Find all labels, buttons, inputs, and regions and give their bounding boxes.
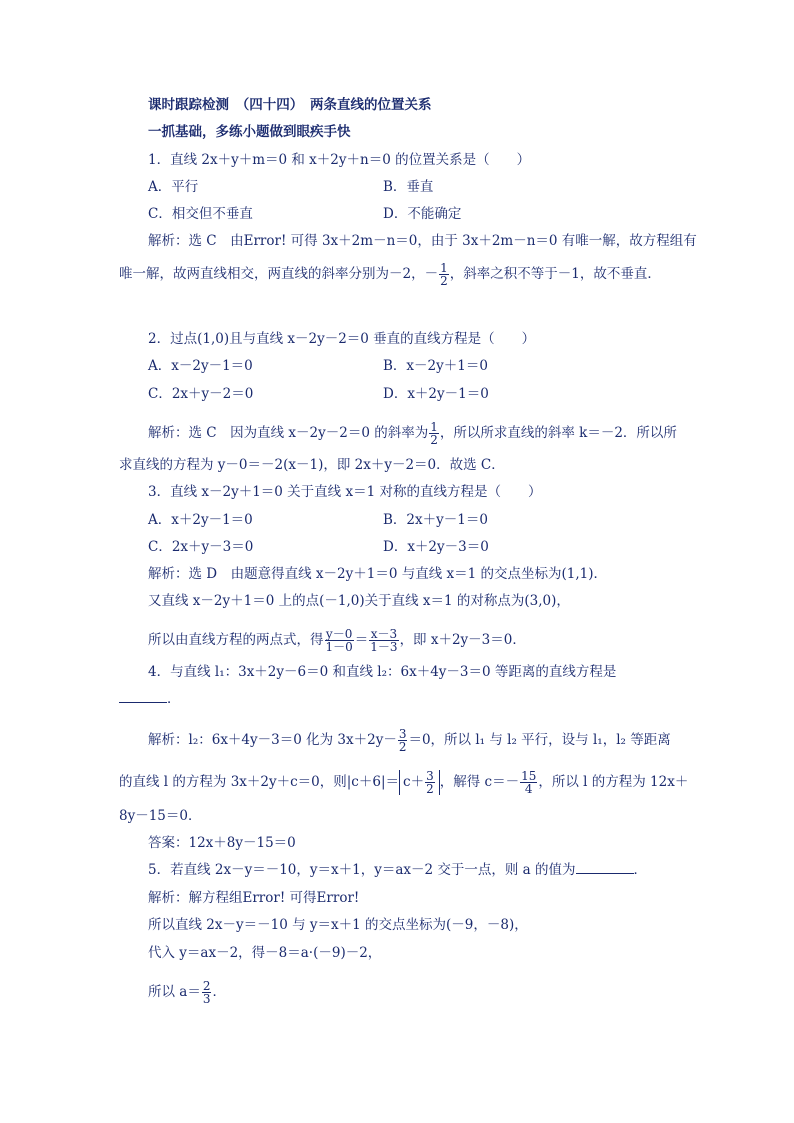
q4-fraction-2-denominator: 2 [426,782,434,796]
q3-option-d: D．x＋2y－3＝0 [383,539,489,555]
q2-fraction-numerator: 1 [430,420,438,434]
q4-stem-end: ． [167,691,181,707]
q4-answer-blank [119,692,167,703]
q3-option-c: C．2x＋y－3＝0 [148,539,254,555]
q4-solution-line-1 [148,728,671,753]
q4-solution-text-c: 的直线 l 的方程为 3x＋2y＋c＝0，则|c＋6|＝ [119,774,400,790]
q3-stem: 3．直线 x－2y＋1＝0 关于直线 x＝1 对称的直线方程是（ ） [148,484,542,500]
q4-fraction-1 [398,728,408,753]
q5-stem-end: ． [633,862,648,878]
q3-equals: ＝ [354,632,369,648]
q3-fraction-1-numerator: y－0 [325,627,353,641]
q4-stem: 4．与直线 l₁：3x＋2y－6＝0 和直线 l₂：6x＋4y－3＝0 等距离的直线方程是 [148,664,617,680]
q1-fraction-denominator: 2 [440,274,448,288]
q3-solution-line-3 [148,628,526,653]
q2-solution-text-b: ，所以所求直线的斜率 k＝－2．所以所 [439,425,677,441]
q2-fraction [429,421,439,446]
q4-fraction-2 [425,770,435,795]
section-heading: 一抓基础，多练小题做到眼疾手快 [148,124,351,140]
q5-solution-line-4 [148,980,226,1005]
q2-stem: 2．过点(1,0)且与直线 x－2y－2＝0 垂直的直线方程是（ ） [148,331,536,347]
q3-fraction-1 [325,628,354,653]
q3-fraction-2-denominator: 1－3 [370,640,398,654]
q4-fraction-3-numerator: 15 [521,769,537,783]
q4-solution-text-e: ，所以 l 的方程为 12x＋ [538,774,689,790]
q1-solution-line-2 [119,262,661,287]
q2-solution-line-1 [148,421,677,446]
q5-solution-line-2: 所以直线 2x－y＝－10 与 y＝x＋1 的交点坐标为(－9，－8)， [148,917,528,933]
q4-fraction-2-numerator: 3 [426,769,434,783]
q4-fraction-3 [520,770,537,795]
q4-stem-line-2 [119,691,181,707]
q4-solution-line-3: 8y－15＝0． [119,808,202,824]
q2-option-a: A．x－2y－1＝0 [148,358,253,374]
q1-fraction-numerator: 1 [440,261,448,275]
q5-fraction-denominator: 3 [202,992,211,1006]
q1-stem: 1．直线 2x＋y＋m＝0 和 x＋2y＋n＝0 的位置关系是（ ） [148,152,531,168]
q4-fraction-1-numerator: 3 [398,727,407,741]
q5-solution-text-b: ． [212,984,226,1000]
q3-solution-line-1: 解析：选 D 由题意得直线 x－2y＋1＝0 与直线 x＝1 的交点坐标为(1,1)． [148,566,607,582]
q3-fraction-2 [369,628,398,653]
q5-fraction [202,980,212,1005]
q1-option-d: D．不能确定 [383,206,462,222]
q2-fraction-denominator: 2 [430,433,438,447]
q3-fraction-1-denominator: 1－0 [325,640,353,654]
q5-stem-text: 5．若直线 2x－y＝－10，y＝x＋1，y＝ax－2 交于一点，则 a 的值为 [148,862,576,878]
q2-option-c: C．2x＋y－2＝0 [148,386,254,402]
q3-option-b: B．2x＋y－1＝0 [383,512,488,528]
q1-solution-line-1: 解析：选 C 由Error! 可得 3x＋2m－n＝0，由于 3x＋2m－n＝0 有唯一解，故方程组有 [148,233,697,249]
q5-fraction-numerator: 2 [202,979,211,993]
q3-fraction-2-numerator: x－3 [370,627,398,641]
q4-solution-text-b: ＝0，所以 l₁ 与 l₂ 平行，设与 l₁，l₂ 等距离 [408,732,671,748]
q4-absolute-value [399,770,440,795]
q5-solution-line-3: 代入 y＝ax－2，得－8＝a·(－9)－2， [148,945,382,961]
q3-solution-line-2: 又直线 x－2y＋1＝0 上的点(－1,0)关于直线 x＝1 的对称点为(3,0)， [148,593,570,609]
q5-solution-line-1: 解析：解方程组Error! 可得Error! [148,890,360,906]
q4-solution-text-d: ，解得 c＝－ [439,774,520,790]
q4-fraction-1-denominator: 2 [398,740,407,754]
q1-option-c: C．相交但不垂直 [148,206,253,222]
q1-solution-text-b: ，斜率之积不等于－1，故不垂直． [449,266,661,282]
q3-solution-text-a: 所以由直线方程的两点式，得 [148,632,324,648]
q4-solution-text-a: 解析：l₂：6x＋4y－3＝0 化为 3x＋2y－ [148,732,397,748]
q2-solution-line-2: 求直线的方程为 y－0＝－2(x－1)，即 2x＋y－2＝0．故选 C． [119,457,505,473]
q4-solution-line-2 [119,770,688,795]
page-title: 课时跟踪检测 （四十四） 两条直线的位置关系 [148,97,432,113]
q1-fraction [439,262,449,287]
q5-stem [148,862,647,878]
q2-solution-text-a: 解析：选 C 因为直线 x－2y－2＝0 的斜率为 [148,425,429,441]
q1-option-b: B．垂直 [383,179,434,195]
q4-fraction-3-denominator: 4 [520,782,537,795]
q1-option-a: A．平行 [148,179,199,195]
q2-option-b: B．x－2y＋1＝0 [383,358,488,374]
q2-option-d: D．x＋2y－1＝0 [383,386,489,402]
q5-answer-blank [576,863,634,874]
q3-solution-text-b: ，即 x＋2y－3＝0． [399,632,526,648]
q4-answer: 答案：12x＋8y－15＝0 [148,835,296,851]
q1-solution-text-a: 唯一解，故两直线相交，两直线的斜率分别为－2，－ [119,266,439,282]
q4-absolute-inner: c＋ [403,774,425,790]
q5-solution-text-a: 所以 a＝ [148,984,201,1000]
q3-option-a: A．x＋2y－1＝0 [148,512,253,528]
